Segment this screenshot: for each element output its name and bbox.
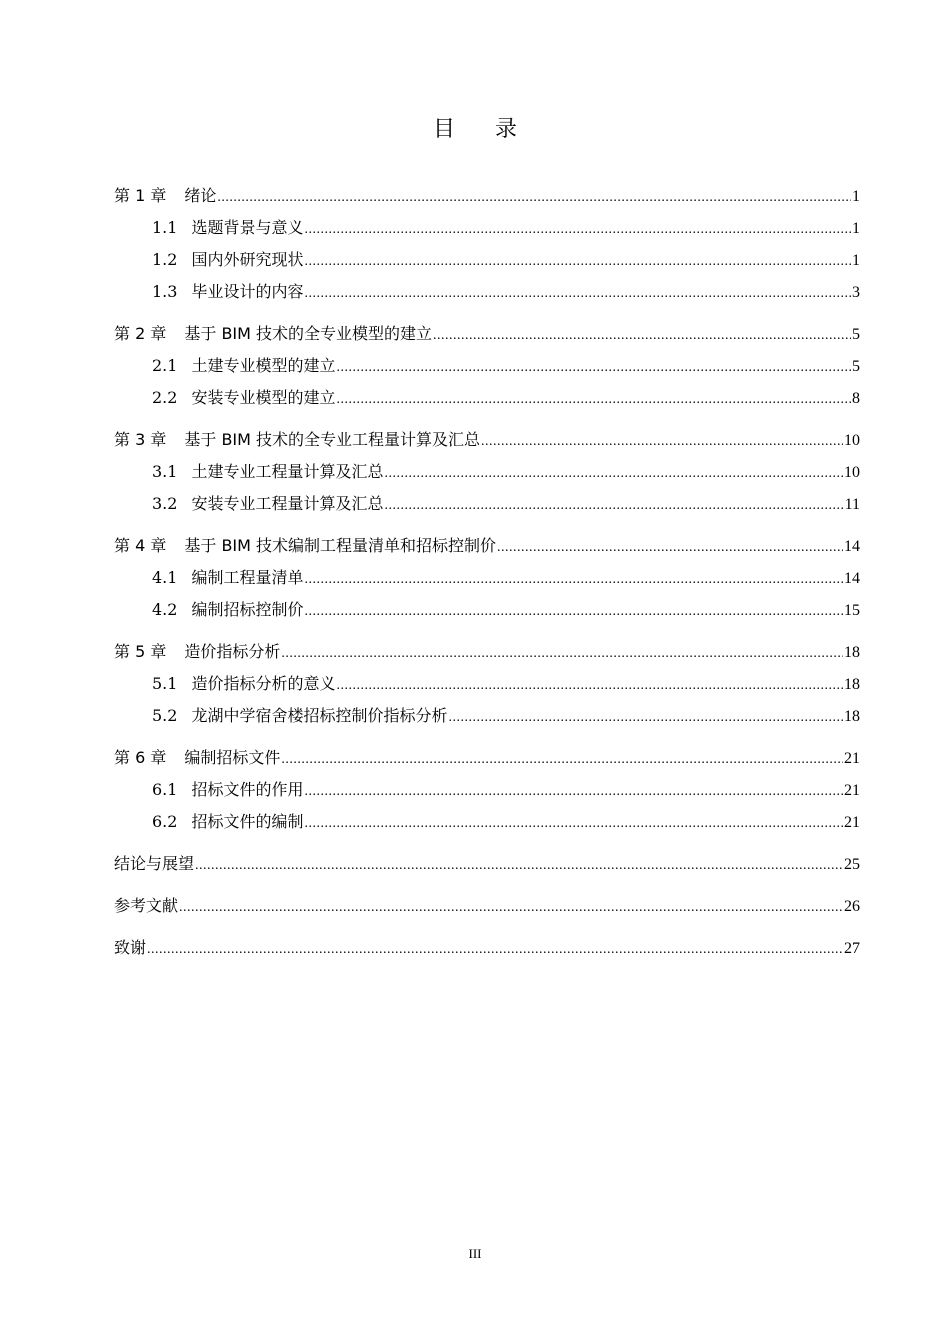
toc-entry-page: 21 (844, 782, 860, 799)
toc-entry-title: 安装专业工程量计算及汇总 (191, 494, 384, 513)
toc-entry-page: 5 (852, 326, 860, 343)
toc-entry-page: 10 (844, 432, 860, 449)
toc-entry-title: 造价指标分析 (184, 642, 281, 661)
toc-chapter-entry[interactable] (114, 424, 860, 456)
toc-dot-leader (304, 246, 851, 278)
toc-section-entry[interactable] (114, 244, 860, 276)
toc-entry-number: 1.2 (152, 250, 178, 269)
toc-entry-number: 2.2 (152, 388, 178, 407)
toc-dot-leader (304, 808, 843, 840)
toc-dot-leader (497, 532, 843, 564)
toc-dot-leader (217, 182, 851, 214)
toc-entry-page: 15 (844, 602, 860, 619)
toc-dot-leader (281, 638, 843, 670)
toc-section-entry[interactable] (114, 456, 860, 488)
toc-entry-title: 国内外研究现状 (191, 250, 304, 269)
toc-entry-number: 4.1 (152, 568, 178, 587)
toc-entry-number: 第 2 章 (114, 324, 167, 343)
toc-entry-page: 1 (852, 252, 860, 269)
toc-chapter-entry[interactable] (114, 742, 860, 774)
toc-entry-number: 第 5 章 (114, 642, 167, 661)
toc-section-entry[interactable] (114, 806, 860, 838)
toc-entry-title: 招标文件的作用 (191, 780, 304, 799)
toc-entry-page: 27 (844, 940, 860, 957)
toc-chapter-entry[interactable] (114, 530, 860, 562)
toc-dot-leader (304, 278, 851, 310)
toc-entry-page: 1 (852, 188, 860, 205)
toc-dot-leader (147, 934, 843, 966)
toc-entry-page: 18 (844, 644, 860, 661)
toc-entry-page: 21 (844, 750, 860, 767)
toc-dot-leader (304, 564, 843, 596)
toc-entry-title: 基于 BIM 技术的全专业工程量计算及汇总 (184, 430, 481, 449)
toc-dot-leader (384, 458, 843, 490)
toc-chapter-entry[interactable] (114, 932, 860, 964)
toc-dot-leader (448, 702, 843, 734)
toc-entry-title: 编制工程量清单 (191, 568, 304, 587)
toc-entry-number: 2.1 (152, 356, 178, 375)
toc-section-entry[interactable] (114, 594, 860, 626)
toc-entry-title: 龙湖中学宿舍楼招标控制价指标分析 (191, 706, 448, 725)
toc-entry-number: 4.2 (152, 600, 178, 619)
toc-entry-page: 14 (844, 570, 860, 587)
toc-entry-page: 3 (852, 284, 860, 301)
toc-entry-number: 1.3 (152, 282, 178, 301)
toc-entry-title: 基于 BIM 技术的全专业模型的建立 (184, 324, 433, 343)
toc-dot-leader (336, 670, 843, 702)
toc-dot-leader (336, 352, 851, 384)
toc-chapter-entry[interactable] (114, 636, 860, 668)
toc-entry-number: 第 3 章 (114, 430, 167, 449)
toc-dot-leader (304, 596, 843, 628)
toc-entry-page: 5 (852, 358, 860, 375)
toc-entry-title: 绪论 (184, 186, 217, 205)
toc-entry-page: 26 (844, 898, 860, 915)
toc-entry-title: 土建专业模型的建立 (191, 356, 336, 375)
toc-entry-number: 6.1 (152, 780, 178, 799)
toc-dot-leader (481, 426, 843, 458)
toc-entry-number: 3.1 (152, 462, 178, 481)
toc-section-entry[interactable] (114, 774, 860, 806)
toc-entry-title: 基于 BIM 技术编制工程量清单和招标控制价 (184, 536, 497, 555)
toc-entry-page: 18 (844, 676, 860, 693)
footer-page-number: III (468, 1246, 482, 1261)
toc-dot-leader (281, 744, 843, 776)
toc-dot-leader (433, 320, 851, 352)
toc-section-entry[interactable] (114, 562, 860, 594)
toc-entry-page: 1 (852, 220, 860, 237)
toc-section-entry[interactable] (114, 668, 860, 700)
toc-entry-title: 编制招标文件 (184, 748, 281, 767)
toc-entry-number: 5.1 (152, 674, 178, 693)
toc-entry-page: 25 (844, 856, 860, 873)
toc-dot-leader (179, 892, 843, 924)
toc-section-entry[interactable] (114, 700, 860, 732)
toc-entry-page: 18 (844, 708, 860, 725)
toc-section-entry[interactable] (114, 350, 860, 382)
toc-entry-number: 第 4 章 (114, 536, 167, 555)
toc-entry-title: 选题背景与意义 (191, 218, 304, 237)
toc-entry-number: 5.2 (152, 706, 178, 725)
table-of-contents (114, 180, 860, 964)
toc-entry-page: 10 (844, 464, 860, 481)
page-title: 目录 (432, 117, 557, 142)
toc-entry-title: 土建专业工程量计算及汇总 (191, 462, 384, 481)
toc-entry-title: 参考文献 (114, 896, 179, 915)
toc-entry-number: 第 1 章 (114, 186, 167, 205)
toc-entry-title: 致谢 (114, 938, 147, 957)
toc-chapter-entry[interactable] (114, 180, 860, 212)
toc-entry-title: 造价指标分析的意义 (191, 674, 336, 693)
toc-section-entry[interactable] (114, 276, 860, 308)
toc-entry-page: 21 (844, 814, 860, 831)
toc-dot-leader (195, 850, 843, 882)
toc-chapter-entry[interactable] (114, 848, 860, 880)
toc-dot-leader (304, 214, 851, 246)
toc-entry-title: 招标文件的编制 (191, 812, 304, 831)
toc-section-entry[interactable] (114, 212, 860, 244)
toc-entry-page: 14 (844, 538, 860, 555)
toc-dot-leader (384, 490, 843, 522)
toc-section-entry[interactable] (114, 488, 860, 520)
toc-entry-number: 6.2 (152, 812, 178, 831)
toc-entry-number: 第 6 章 (114, 748, 167, 767)
toc-entry-title: 编制招标控制价 (191, 600, 304, 619)
toc-entry-title: 结论与展望 (114, 854, 195, 873)
toc-entry-title: 安装专业模型的建立 (191, 388, 336, 407)
toc-chapter-entry[interactable] (114, 890, 860, 922)
toc-chapter-entry[interactable] (114, 318, 860, 350)
toc-entry-title: 毕业设计的内容 (191, 282, 304, 301)
toc-entry-number: 3.2 (152, 494, 178, 513)
toc-entry-number: 1.1 (152, 218, 178, 237)
toc-entry-page: 11 (844, 496, 860, 513)
toc-section-entry[interactable] (114, 382, 860, 414)
toc-entry-page: 8 (852, 390, 860, 407)
toc-dot-leader (336, 384, 851, 416)
toc-dot-leader (304, 776, 843, 808)
